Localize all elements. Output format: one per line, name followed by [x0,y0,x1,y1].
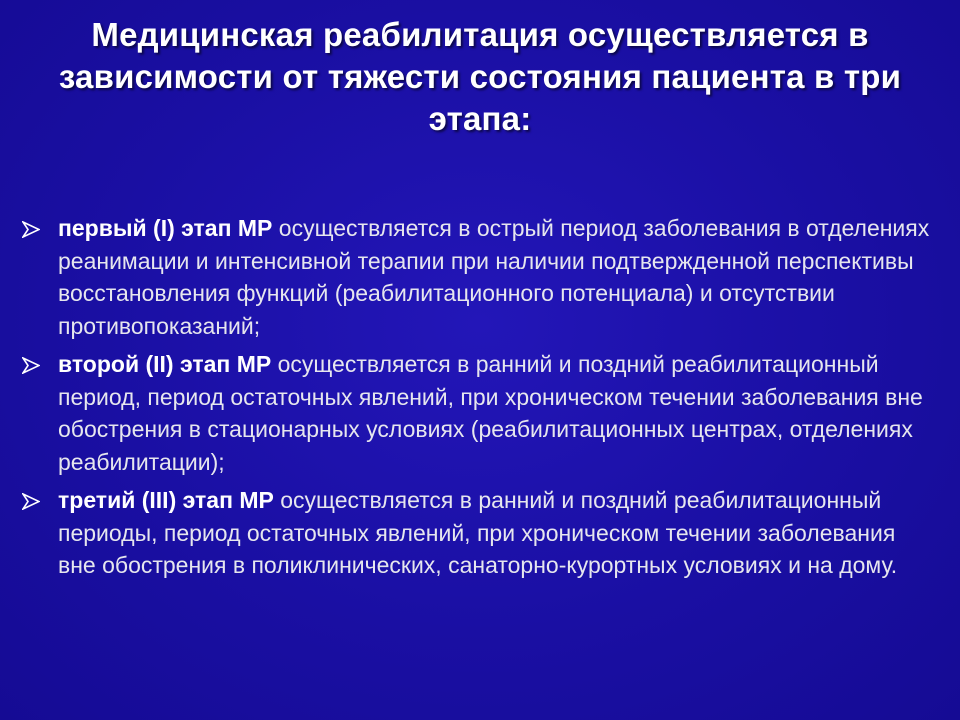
stage-description: осуществляется в ранний и поздний реабилитационный периоды, период остаточных явлений, при хроническом течении заболевания вне обострения в поликлинических, санаторно-курортных условиях и на дому. [58,487,898,578]
arrowhead-bullet-icon [22,493,40,510]
arrowhead-bullet-icon [22,221,40,238]
stage-label: первый (I) этап МР [58,215,273,241]
bullet-list [22,212,932,588]
list-item [22,348,932,478]
stage-description: осуществляется в ранний и поздний реабилитационный период, период остаточных явлений, при хроническом течении заболевания вне обострения в стационарных условиях (реабилитационных центрах, отделениях реабилитации); [58,351,923,475]
slide-title: Медицинская реабилитация осуществляется в зависимости от тяжести состояния пациента в три этапа: [58,16,902,137]
stage-label: второй (II) этап МР [58,351,272,377]
arrowhead-bullet-icon [22,357,40,374]
list-item [22,484,932,582]
stage-label: третий (III) этап МР [58,487,274,513]
stage-description: осуществляется в острый период заболевания в отделениях реанимации и интенсивной терапии при наличии подтвержденной перспективы восстановления функций (реабилитационного потенциала) и отсутствии противопоказаний; [58,215,930,339]
list-item [22,212,932,342]
